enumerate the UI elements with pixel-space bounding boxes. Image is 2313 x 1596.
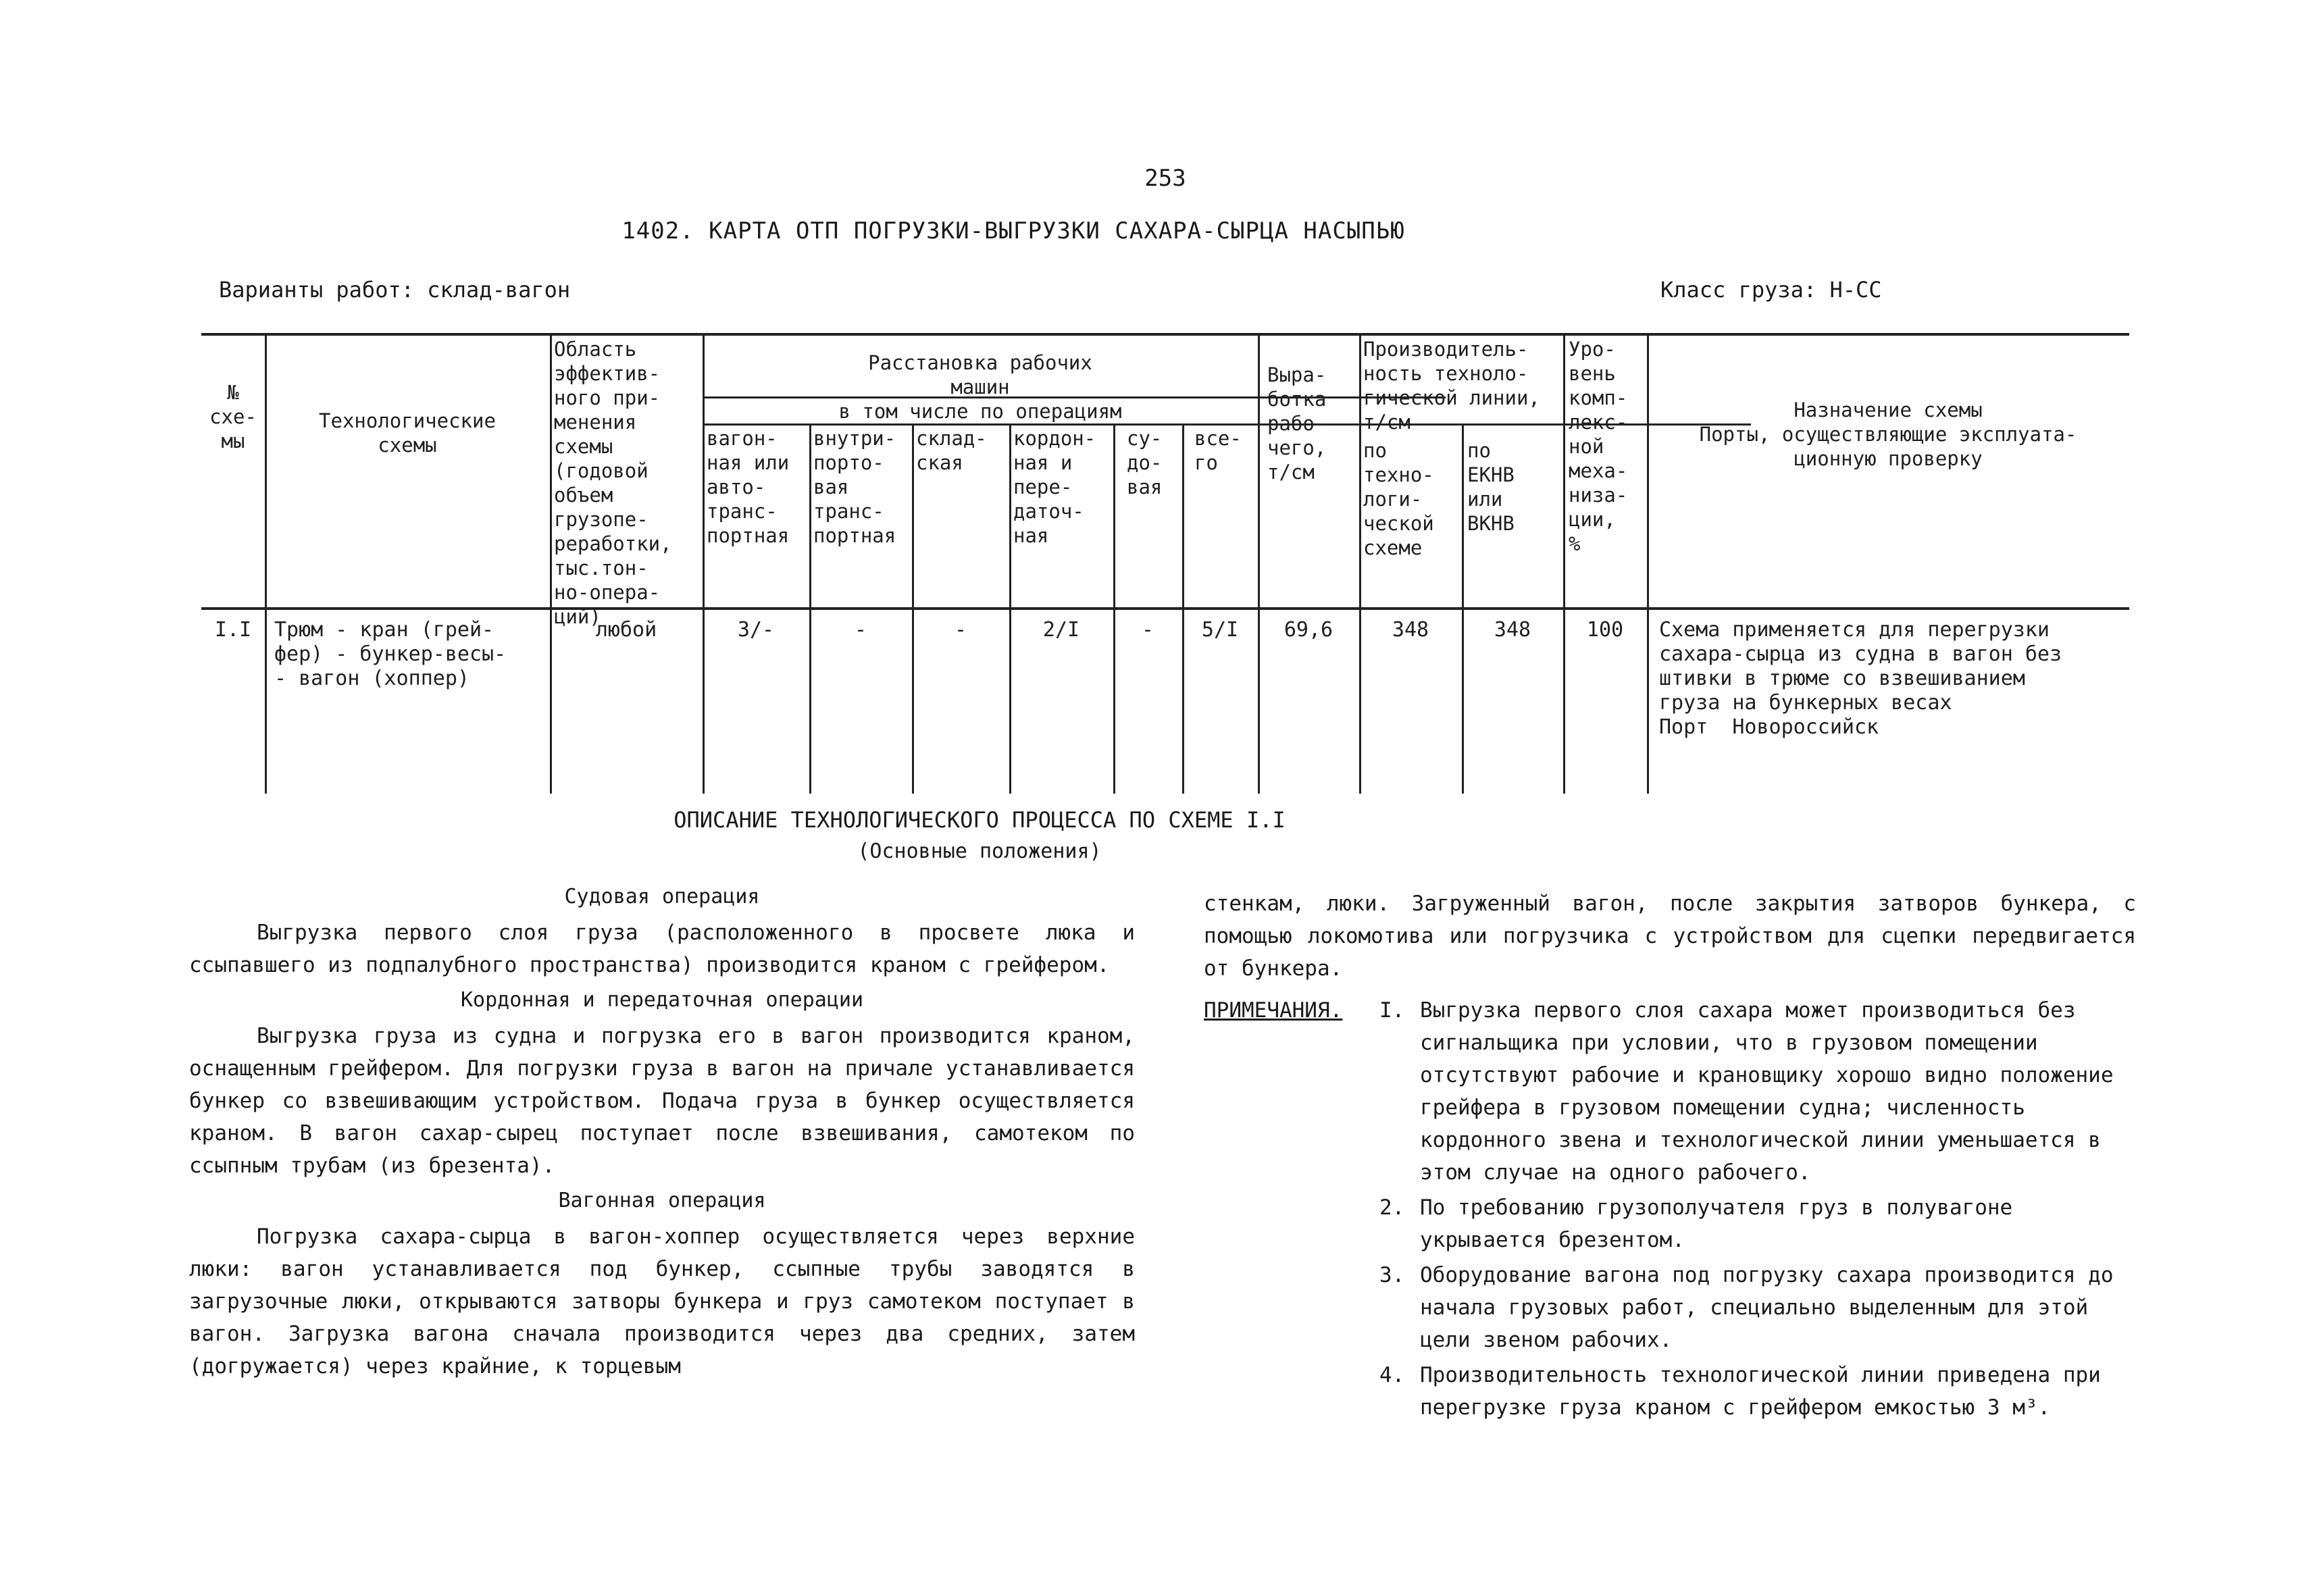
header-internal-op: внутри- порто- вая транс- портная xyxy=(813,427,896,547)
section-heading-wagon: Вагонная операция xyxy=(558,1189,766,1212)
header-line-productivity: Производитель- ность техноло- гической линии, т/см xyxy=(1363,338,1540,434)
header-wagon-op: вагон- ная или авто- транс- портная xyxy=(707,427,790,547)
header-divider-ops xyxy=(703,423,1446,426)
header-scheme-purpose: Назначение схемы Порты, осуществляющие эксплуата- ционную проверку xyxy=(1699,398,2077,470)
row-warehouse-op: - xyxy=(954,618,967,642)
section-text-ship: Выгрузка первого слоя груза (расположенного в просвете люка и ссыпавшего из подпалубного пространства) производится краном с грейфером. xyxy=(189,921,1135,977)
section-text-wagon: Погрузка сахара-сырца в вагон-хоппер осуществляется через верхние люки: вагон устанавливается под бункер, ссыпные трубы заводятся в загрузочные люки, открываются затворы бункера и груз самотеком поступает в вагон. Загрузка вагона сначала производится через два средних, затем (догружается) через крайние, к торцевым xyxy=(189,1225,1135,1379)
header-complex-mechanization: Уро- вень комп- лекс- ной меха- низа- ции, % xyxy=(1569,338,1628,555)
col-line xyxy=(1563,333,1565,794)
row-internal-op: - xyxy=(854,618,867,642)
section-heading-ship: Судовая операция xyxy=(564,885,760,908)
note-number: 4. xyxy=(1379,1363,1405,1387)
work-variants: Варианты работ: склад-вагон xyxy=(219,277,571,303)
col-line xyxy=(1113,423,1115,794)
row-application-area: любой xyxy=(595,618,657,642)
note-text: Оборудование вагона под погрузку сахара производится до начала грузовых работ, специально выделенным для этой цели звеном рабочих. xyxy=(1420,1263,2114,1352)
page-title: 1402. КАРТА ОТП ПОГРУЗКИ-ВЫГРУЗКИ САХАРА-СЫРЦА НАСЫПЬЮ xyxy=(621,217,1405,244)
row-ship-op: - xyxy=(1141,618,1154,642)
note-text: По требованию грузополучателя груз в полувагоне укрывается брезентом. xyxy=(1420,1195,2013,1252)
row-scheme-number: I.I xyxy=(214,618,252,642)
header-scheme-number: № схе- мы xyxy=(209,381,257,453)
description-title: ОПИСАНИЕ ТЕХНОЛОГИЧЕСКОГО ПРОЦЕССА ПО СХЕМЕ I.I xyxy=(673,807,1286,833)
note-number: 3. xyxy=(1379,1263,1405,1287)
col-line xyxy=(912,423,914,794)
col-line xyxy=(1359,333,1361,794)
note-item xyxy=(1204,1359,2136,1424)
page-number: 253 xyxy=(1144,165,1186,192)
description-right-column xyxy=(1204,878,2136,1426)
description-left-column xyxy=(189,878,1135,1387)
continuation-text: стенкам, люки. Загруженный вагон, после закрытия затворов бункера, с помощью локомотива или погрузчика с устройством для сцепки передвигается от бункера. xyxy=(1204,892,2136,981)
section-heading-cordon: Кордонная и передаточная операции xyxy=(460,988,864,1012)
row-prod-by-eknv: 348 xyxy=(1494,618,1531,642)
header-ship-op: су- до- вая xyxy=(1127,427,1163,498)
note-text: Производительность технологической линии приведена при перегрузке груза краном с грейфером емкостью 3 м³. xyxy=(1420,1363,2101,1420)
ops-table xyxy=(201,333,2129,792)
header-application-area: Область эффектив- ного при- менения схемы (годовой объем грузопе- реработки, тыс.тон- но-опера- ций) xyxy=(554,338,672,628)
row-prod-by-tech: 348 xyxy=(1392,618,1429,642)
notes-label: ПРИМЕЧАНИЯ. xyxy=(1204,998,1343,1023)
note-item xyxy=(1204,994,2136,1189)
header-warehouse-op: склад- ская xyxy=(916,427,987,474)
row-worker-output: 69,6 xyxy=(1283,618,1333,642)
col-line xyxy=(809,423,811,794)
header-prod-by-tech: по техно- логи- ческой схеме xyxy=(1363,439,1434,559)
section-text-cordon: Выгрузка груза из судна и погрузка его в вагон производится краном, оснащенным грейфером. Для погрузки груза в вагон на причале устанавливается бункер со взвешивающим устройством. Подача груза в бункер осуществляется краном. В вагон сахар-сырец поступает после взвешивания, самотеком по ссыпным трубам (из брезента). xyxy=(189,1024,1135,1178)
header-worker-placement: Расстановка рабочих машин xyxy=(868,351,1092,398)
header-prod-by-eknv: по ЕКНВ или ВКНВ xyxy=(1467,439,1515,535)
description-subtitle: (Основные положения) xyxy=(857,840,1102,863)
col-line xyxy=(1009,423,1011,794)
col-line xyxy=(1462,423,1464,794)
table-top-border xyxy=(201,333,2129,336)
note-number: 2. xyxy=(1379,1195,1405,1220)
header-by-operations: в том числе по операциям xyxy=(838,400,1122,423)
header-worker-output: Выра- ботка рабо- чего, т/см xyxy=(1267,363,1327,484)
row-complex-mechanization: 100 xyxy=(1586,618,1624,642)
header-bottom-border xyxy=(201,607,2129,610)
col-line xyxy=(265,333,267,794)
row-wagon-op: 3/- xyxy=(737,618,775,642)
note-number: I. xyxy=(1379,998,1405,1023)
cargo-class: Класс груза: Н-СС xyxy=(1660,277,1882,303)
row-cordon-op: 2/I xyxy=(1042,618,1080,642)
row-scheme-purpose: Схема применяется для перегрузки сахара-сырца из судна в вагон без штивки в трюме со взвешиванием груза на бункерных весах Порт Новороссийск xyxy=(1659,618,2062,739)
note-item xyxy=(1204,1191,2136,1256)
note-item xyxy=(1204,1259,2136,1356)
col-line xyxy=(1258,333,1260,794)
row-tech-scheme: Трюм - кран (грей- фер) - бункер-весы- - вагон (хоппер) xyxy=(274,618,507,690)
header-cordon-op: кордон- ная и пере- даточ- ная xyxy=(1013,427,1096,547)
col-line xyxy=(1182,423,1184,794)
note-text: Выгрузка первого слоя сахара может производиться без сигнальщика при условии, что в грузовом помещении отсутствуют рабочие и крановщику хорошо видно положение грейфера в грузовом помещении судна; численность кордонного звена и технологической линии уменьшается в этом случае на одного рабочего. xyxy=(1420,998,2114,1185)
header-total: все- го xyxy=(1194,427,1242,474)
row-total: 5/I xyxy=(1201,618,1239,642)
header-tech-schemes: Технологические схемы xyxy=(319,409,496,457)
col-line xyxy=(550,333,552,794)
